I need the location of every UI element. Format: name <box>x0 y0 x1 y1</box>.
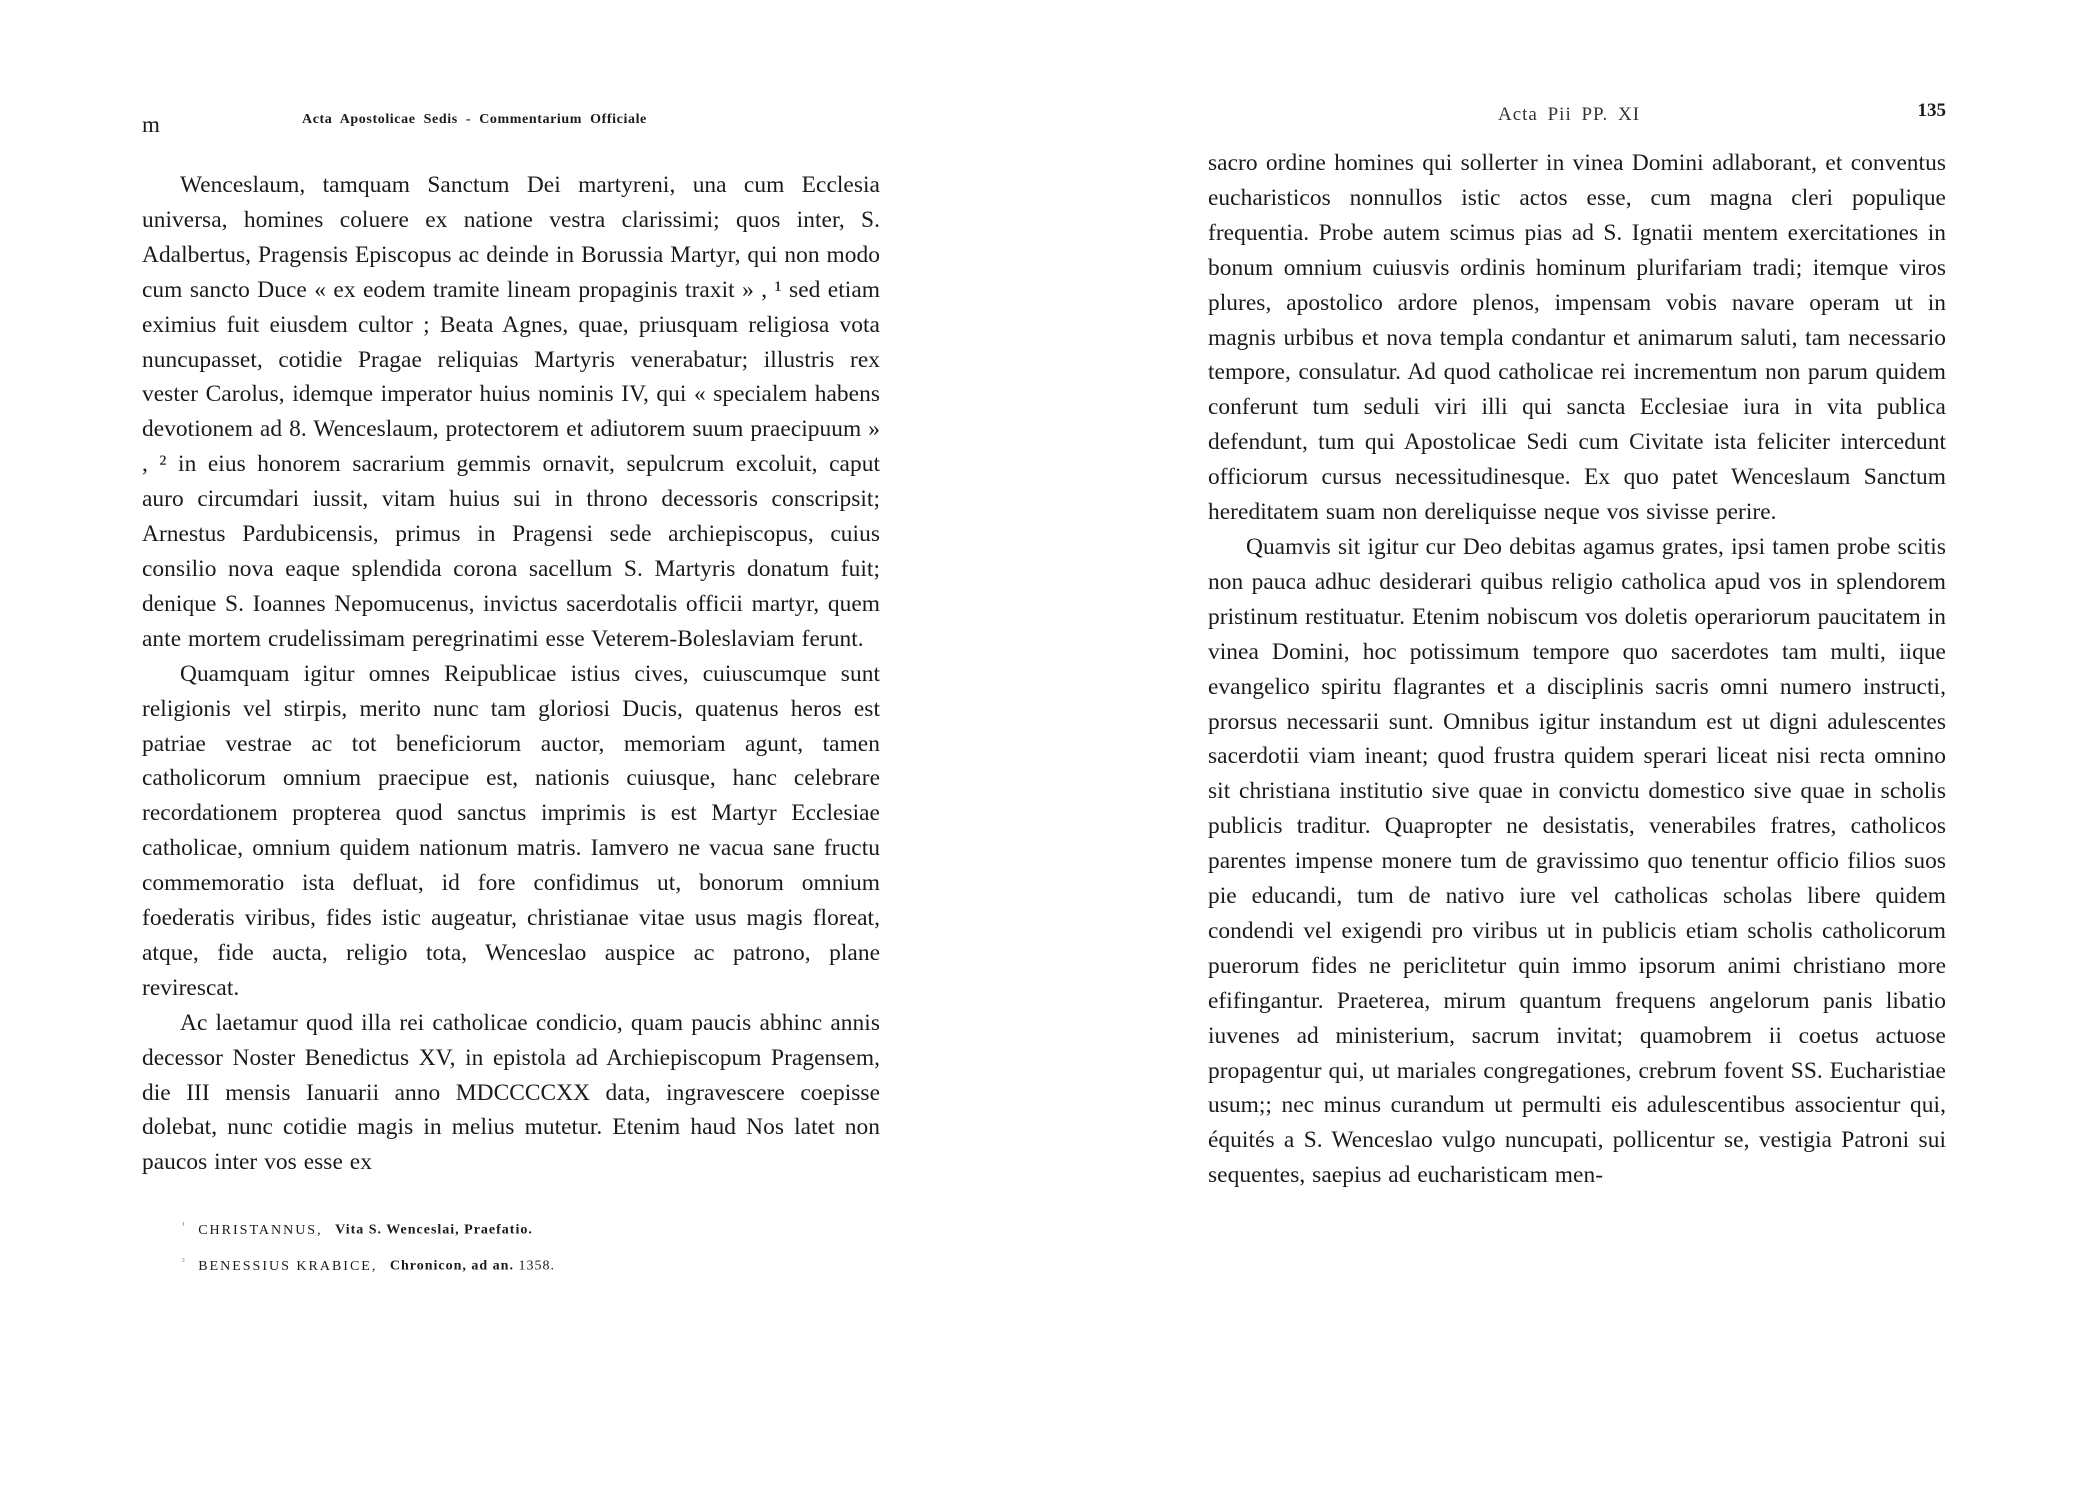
footnote-work: Vita S. Wenceslai, Praefatio. <box>335 1222 533 1238</box>
page-number: 135 <box>1917 100 1946 121</box>
journal-title: Acta Apostolicae Sedis - Commentarium Officiale <box>302 112 647 127</box>
footnote-author: CHRISTANNUS, <box>198 1222 323 1238</box>
paragraph: sacro ordine homines qui sollerter in vinea Domini adlaborant, et conventus eucharisticos nonnullos istic actos esse, cum magna cleri populique frequentia. Probe autem scimus pias ad S. Ignatii mentem exercitationes in bonum omnium cuiusvis ordinis hominum plurifariam tradi; itemque viros plures, apostolico ardore plenos, impensam vobis navare operam ut in magnis urbibus et nova templa condantur et animarum saluti, tam necessario tempore, consulatur. Ad quod catholicae rei incrementum non parum quidem conferunt tum seduli viri illi qui sancta Ecclesiae iura in vita publica defendunt, tum qui Apostolicae Sedi cum Civitate ista feliciter intercedunt officiorum cursus necessitudinesque. Ex quo patet Wenceslaum Sanctum hereditatem suam non dereliquisse neque vos sivisse perire. <box>1208 150 1946 526</box>
right-page <box>1208 0 1946 1500</box>
paragraph: Ac laetamur quod illa rei catholicae condicio, quam paucis abhinc annis decessor Noster Benedictus XV, in epistola ad Archiepiscopum Pragensem, die III mensis Ianuarii anno MDCCCCXX data, ingravescere coepisse dolebat, nunc cotidie magis in melius mutetur. Etenim haud Nos latet non paucos inter vos esse ex <box>142 1009 880 1176</box>
footnote-extra: 1358. <box>518 1258 555 1274</box>
footnote <box>142 1246 880 1282</box>
footnote-mark: ¹ <box>182 1220 186 1231</box>
footnote-author: BENESSIUS KRABICE, <box>198 1258 378 1274</box>
footnote-mark: ² <box>182 1255 186 1266</box>
paragraph: Wenceslaum, tamquam Sanctum Dei martyreni, una cum Ecclesia universa, homines coluere ex natione vestra clarissimi; quos inter, S. Adalbertus, Pragensis Episcopus ac deinde in Borussia Martyr, qui non modo cum sancto Duce « ex eodem tramite lineam propaginis traxit » , ¹ sed etiam eximius fuit eiusdem cultor ; Beata Agnes, quae, priusquam religiosa vota nuncupasset, cotidie Pragae reliquias Martyris venerabatur; illustris rex vester Carolus, idemque imperator huius nominis IV, qui « specialem habens devotionem ad 8. Wenceslaum, protectorem et adiutorem suum praecipuum » , ² in eius honorem sacrarium gemmis ornavit, sepulcrum excoluit, caput auro circumdari iussit, vitam huius sui in throno decessoris conscripsit; Arnestus Pardubicensis, primus in Pragensi sede archiepiscopus, cuius consilio nova eaque splendida corona sacellum S. Martyris donatum fuit; denique S. Ioannes Nepomucenus, invictus sacerdotalis officii martyr, quem ante mortem crudelissimam peregrinatimi esse Veterem-Boleslaviam ferunt. <box>142 172 880 652</box>
running-title: Acta Pii PP. XI <box>1498 104 1641 125</box>
footnotes <box>142 1210 880 1281</box>
left-page <box>142 0 880 1500</box>
footnote-work: Chronicon, ad an. <box>389 1258 514 1274</box>
page-number: m <box>142 112 160 137</box>
left-body-text <box>142 168 880 1180</box>
right-running-head <box>1208 98 1946 158</box>
left-running-head <box>142 108 880 168</box>
paragraph: Quamvis sit igitur cur Deo debitas agamus grates, ipsi tamen probe scitis non pauca adhuc desiderari quibus religio catholica apud vos in splendorem pristinum restituatur. Etenim nobiscum vos doletis operariorum paucitatem in vinea Domini, hoc potissimum tempore quo sacerdotes tam multi, iique evangelico spiritu flagrantes et a disciplinis sacris omni numero instructi, prorsus necessarii sunt. Omnibus igitur instandum est ut digni adulescentes sacerdotii viam ineant; quod frustra quidem sperari liceat nisi recta omnino sit christiana institutio sive quae in convictu domestico sive quae in scholis publicis traditur. Quapropter ne desistatis, venerabiles fratres, catholicos parentes impense monere tum de gravissimo quo tenentur officio filios suos pie educandi, tum de nativo iure vel catholicas scholas libere quidem condendi vel exigendi pro viribus ut in publicis etiam scholis catholicorum puerorum fides ne periclitetur quin immo ipsorum animi christiano more efifingantur. Praeterea, mirum quantum frequens angelorum panis libatio iuvenes ad ministerium, sacrum invitat; quamobrem ii coetus actuose propagentur qui, ut mariales congregationes, crebrum fovent SS. Eucharistiae usum;; nec minus curandum ut permulti eis adulescentibus associentur qui, équités a S. Wenceslao vulgo nuncupati, pollicentur se, vestigia Patroni sui sequentes, saepius ad eucharisticam men- <box>1208 533 1946 1189</box>
footnote <box>142 1210 880 1246</box>
paragraph: Quamquam igitur omnes Reipublicae istius cives, cuiuscumque sunt religionis vel stirpis, merito nunc tam gloriosi Ducis, quatenus heros est patriae vestrae ac tot beneficiorum auctor, memoriam agunt, tamen catholicorum omnium praecipue est, nationis cuiusque, hanc celebrare recordationem propterea quod sanctus imprimis is est Martyr Ecclesiae catholicae, omnium quidem nationum matris. Iamvero ne vacua sane fructu commemoratio ista defluat, id fore confidimus ut, bonorum omnium foederatis viribus, fides istic augeatur, christianae vitae usus magis floreat, atque, fide aucta, religio tota, Wenceslao auspice ac patrono, plane revirescat. <box>142 660 880 1001</box>
right-body-text <box>1208 146 1946 1193</box>
